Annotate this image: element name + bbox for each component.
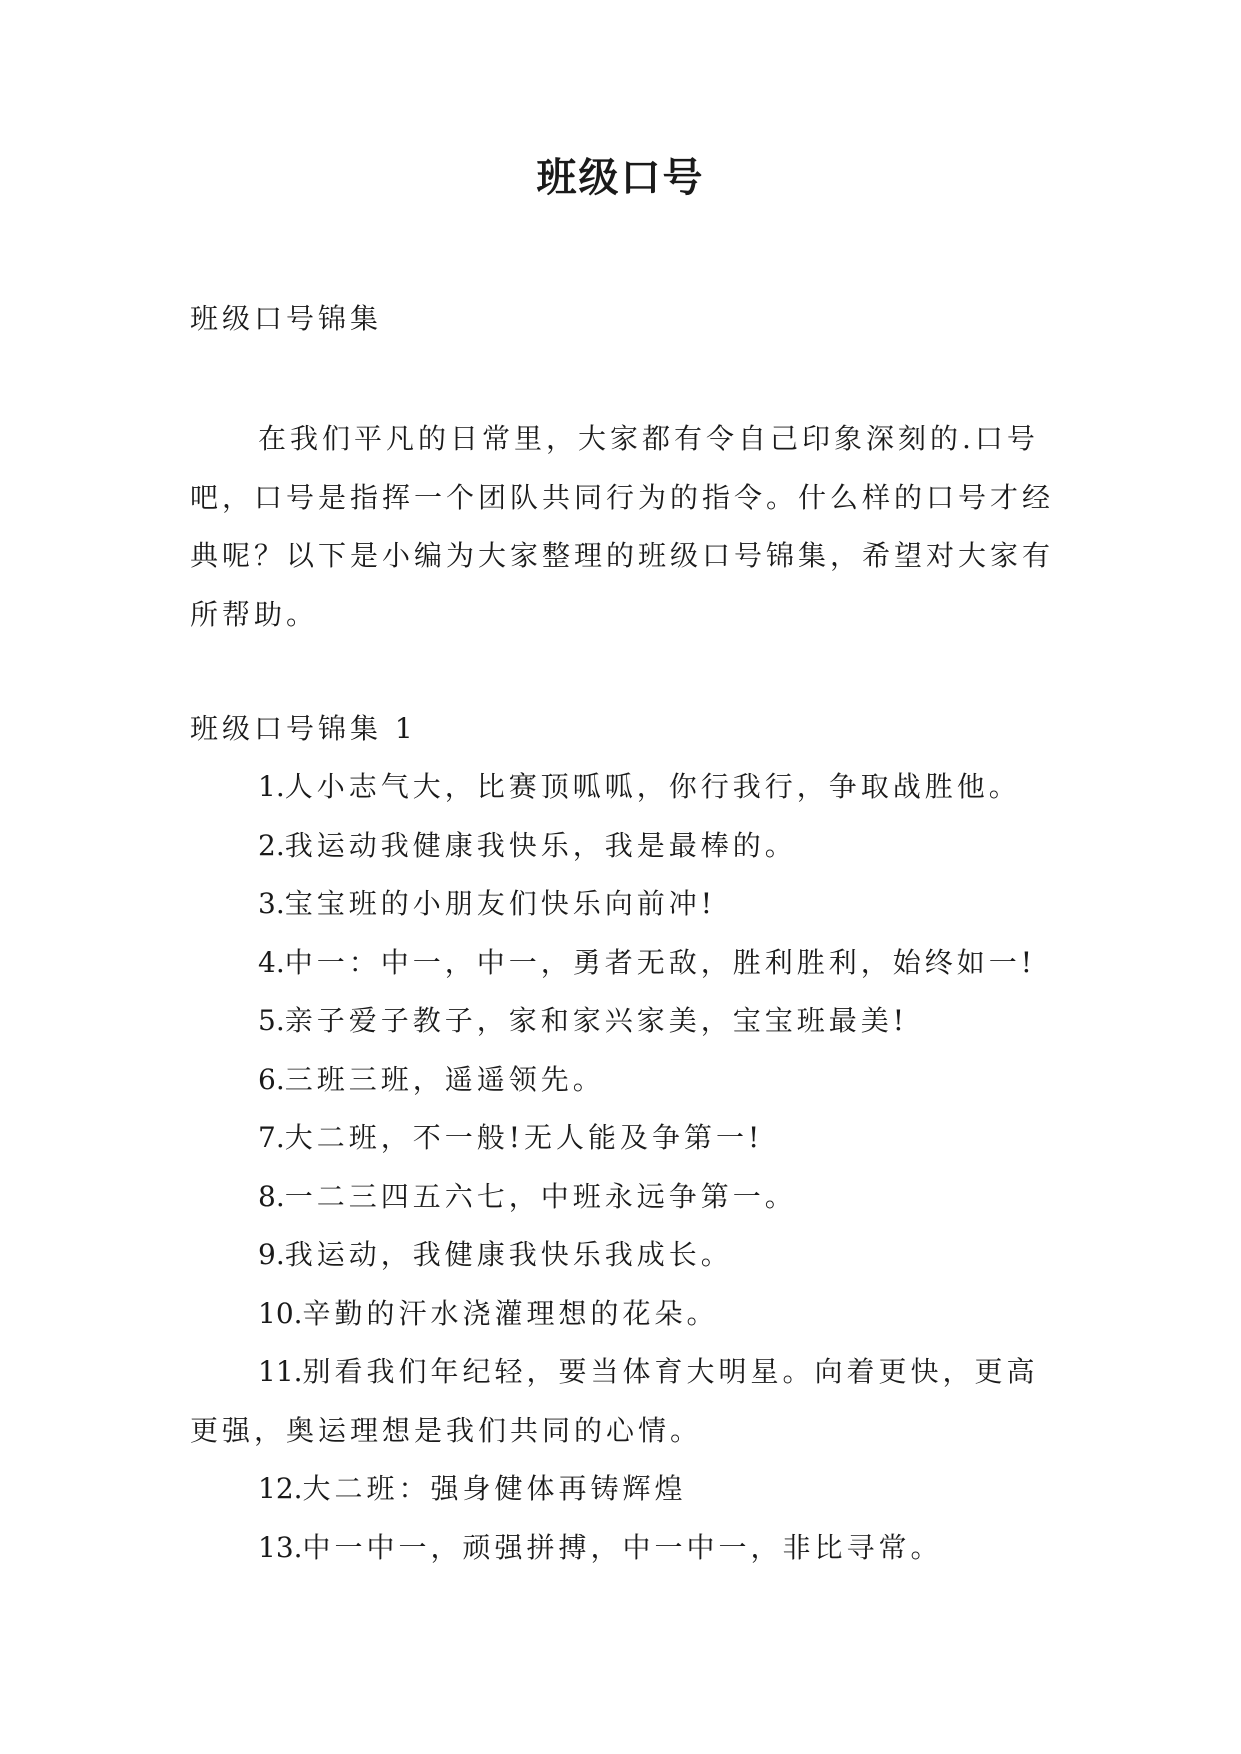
item-text: 一二三四五六七，中班永远争第一。 (284, 1179, 797, 1213)
slogan-item (190, 934, 1060, 993)
item-number: 12. (258, 1472, 303, 1505)
item-number: 1. (258, 770, 285, 803)
item-text: 别看我们年纪轻，要当体育大明星。向着更快，更高更强，奥运理想是我们共同的心情。 (190, 1355, 1039, 1447)
item-number: 2. (258, 828, 285, 862)
item-text: 人小志气大，比赛顶呱呱，你行我行，争取战胜他。 (284, 770, 1021, 803)
spacer (190, 644, 1060, 700)
slogan-item (190, 758, 1060, 817)
item-text: 三班三班，遥遥领先。 (284, 1062, 605, 1096)
document-subtitle: 班级口号锦集 (190, 302, 383, 335)
slogan-item (190, 992, 1060, 1051)
spacer (190, 348, 1060, 410)
item-number: 4. (258, 945, 285, 979)
slogan-item (190, 1285, 1060, 1344)
slogan-item (190, 1519, 1060, 1578)
item-text: 亲子爱子教子，家和家兴家美，宝宝班最美! (284, 1004, 908, 1037)
item-text: 中一：中一，中一，勇者无敌，胜利胜利，始终如一! (284, 945, 1036, 979)
item-number: 10. (258, 1296, 303, 1330)
item-text: 大二班：强身健体再铸辉煌 (302, 1472, 687, 1505)
slogan-item (190, 1343, 1060, 1460)
slogan-item (190, 1226, 1060, 1285)
slogan-item (190, 1460, 1060, 1519)
item-text: 我运动，我健康我快乐我成长。 (284, 1238, 733, 1271)
item-text: 辛勤的汗水浇灌理想的花朵。 (302, 1296, 719, 1330)
section-heading: 班级口号锦集 1 (190, 712, 417, 745)
item-number: 11. (258, 1355, 303, 1388)
item-text: 我运动我健康我快乐，我是最棒的。 (284, 828, 797, 862)
item-text: 宝宝班的小朋友们快乐向前冲! (284, 887, 716, 920)
item-number: 8. (258, 1179, 285, 1213)
intro-paragraph: 在我们平凡的日常里，大家都有令自己印象深刻的.口号吧，口号是指挥一个团队共同行为的指令。什么样的口号才经典呢？以下是小编为大家整理的班级口号锦集，希望对大家有所帮助。 (190, 422, 1055, 631)
slogan-item (190, 1168, 1060, 1227)
document-body (190, 290, 1060, 1577)
item-number: 13. (258, 1530, 303, 1564)
slogan-item (190, 1051, 1060, 1110)
item-number: 7. (258, 1121, 285, 1154)
slogan-item (190, 875, 1060, 934)
item-number: 9. (258, 1238, 285, 1271)
item-number: 6. (258, 1062, 285, 1096)
slogan-item (190, 1109, 1060, 1168)
document-title: 班级口号 (536, 154, 705, 201)
item-text: 中一中一，顽强拼搏，中一中一，非比寻常。 (302, 1530, 943, 1564)
item-text: 大二班，不一般!无人能及争第一! (284, 1121, 764, 1154)
item-number: 3. (258, 887, 285, 920)
slogan-item (190, 817, 1060, 876)
item-number: 5. (258, 1004, 285, 1037)
